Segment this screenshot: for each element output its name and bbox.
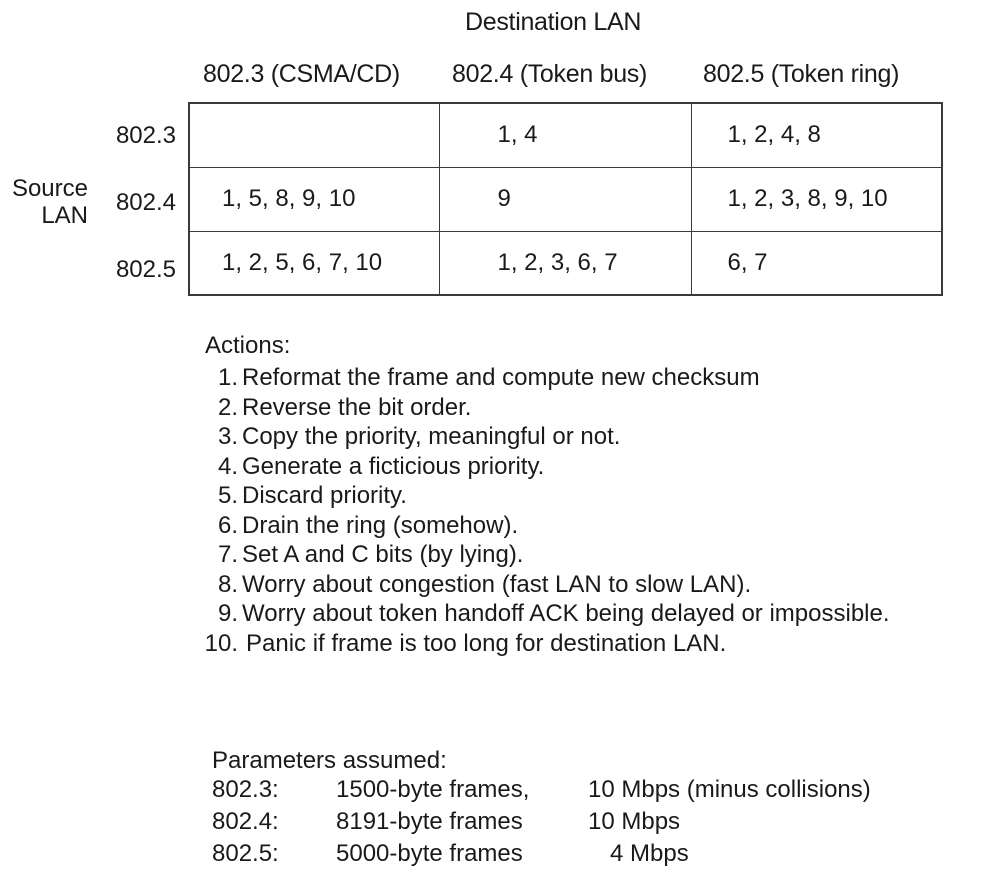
list-item: [186, 452, 890, 482]
source-lan-title: [0, 175, 88, 229]
action-text: Panic if frame is too long for destination LAN.: [246, 629, 727, 657]
list-item: [186, 599, 890, 629]
row-label-802-5: 802.5: [115, 256, 176, 283]
action-text: Worry about congestion (fast LAN to slow LAN).: [242, 570, 752, 598]
conversion-matrix-table: [188, 102, 943, 296]
column-header-802-5: 802.5 (Token ring): [703, 60, 900, 88]
list-item: [186, 570, 890, 600]
column-header-802-4: 802.4 (Token bus): [452, 60, 648, 88]
parameter-rate: 10 Mbps: [588, 808, 681, 835]
action-text: Worry about token handoff ACK being delayed or impossible.: [242, 600, 890, 627]
table-cell: 1, 4: [439, 103, 691, 167]
action-number: 7.: [217, 541, 238, 568]
action-text: Discard priority.: [242, 482, 407, 509]
action-number: 4.: [217, 452, 238, 480]
table-row: [189, 103, 942, 167]
list-item: [186, 422, 890, 452]
table-row: [189, 167, 942, 231]
parameter-rate: 10 Mbps (minus collisions): [588, 776, 871, 803]
table-cell: 6, 7: [691, 231, 942, 295]
list-item: [186, 481, 890, 511]
action-number: 8.: [217, 570, 238, 598]
destination-lan-title: Destination LAN: [465, 8, 642, 36]
parameter-name: 802.5:: [212, 840, 279, 867]
source-lan-title-line-2: LAN: [41, 202, 88, 229]
action-text: Generate a ficticious priority.: [242, 452, 545, 480]
list-item: [186, 393, 890, 423]
parameters-title: Parameters assumed:: [212, 747, 447, 774]
table-cell: 1, 2, 4, 8: [691, 103, 942, 167]
action-number: 3.: [217, 423, 238, 450]
table-row: [189, 231, 942, 295]
action-text: Reformat the frame and compute new checksum: [242, 364, 760, 391]
table-cell: 1, 2, 3, 8, 9, 10: [691, 167, 942, 231]
actions-title: Actions:: [205, 332, 291, 359]
parameter-frames: 5000-byte frames: [336, 840, 523, 867]
column-header-802-3: 802.3 (CSMA/CD): [203, 60, 400, 88]
table-cell: [189, 103, 439, 167]
action-number: 9.: [217, 600, 238, 627]
action-number: 6.: [217, 511, 238, 539]
actions-list: [186, 363, 890, 658]
list-item: [186, 511, 890, 541]
list-item: [186, 363, 890, 393]
action-text: Drain the ring (somehow).: [242, 511, 519, 539]
action-number: 10.: [204, 629, 238, 657]
parameter-rate: 4 Mbps: [610, 840, 689, 867]
parameter-name: 802.4:: [212, 808, 279, 835]
action-number: 2.: [217, 393, 238, 421]
table-cell: 1, 2, 3, 6, 7: [439, 231, 691, 295]
action-number: 5.: [217, 482, 238, 509]
table-cell: 1, 2, 5, 6, 7, 10: [189, 231, 439, 295]
action-text: Set A and C bits (by lying).: [242, 541, 524, 568]
row-label-802-3: 802.3: [115, 122, 176, 149]
list-item: [186, 629, 890, 659]
action-number: 1.: [217, 364, 238, 391]
source-lan-title-line-1: Source: [11, 175, 88, 202]
parameter-frames: 8191-byte frames: [336, 808, 523, 835]
list-item: [186, 540, 890, 570]
table-cell: 1, 5, 8, 9, 10: [189, 167, 439, 231]
row-label-802-4: 802.4: [115, 189, 176, 216]
parameter-frames: 1500-byte frames,: [336, 776, 530, 803]
table-cell: 9: [439, 167, 691, 231]
action-text: Copy the priority, meaningful or not.: [242, 423, 621, 450]
action-text: Reverse the bit order.: [242, 393, 472, 421]
parameter-name: 802.3:: [212, 776, 279, 803]
